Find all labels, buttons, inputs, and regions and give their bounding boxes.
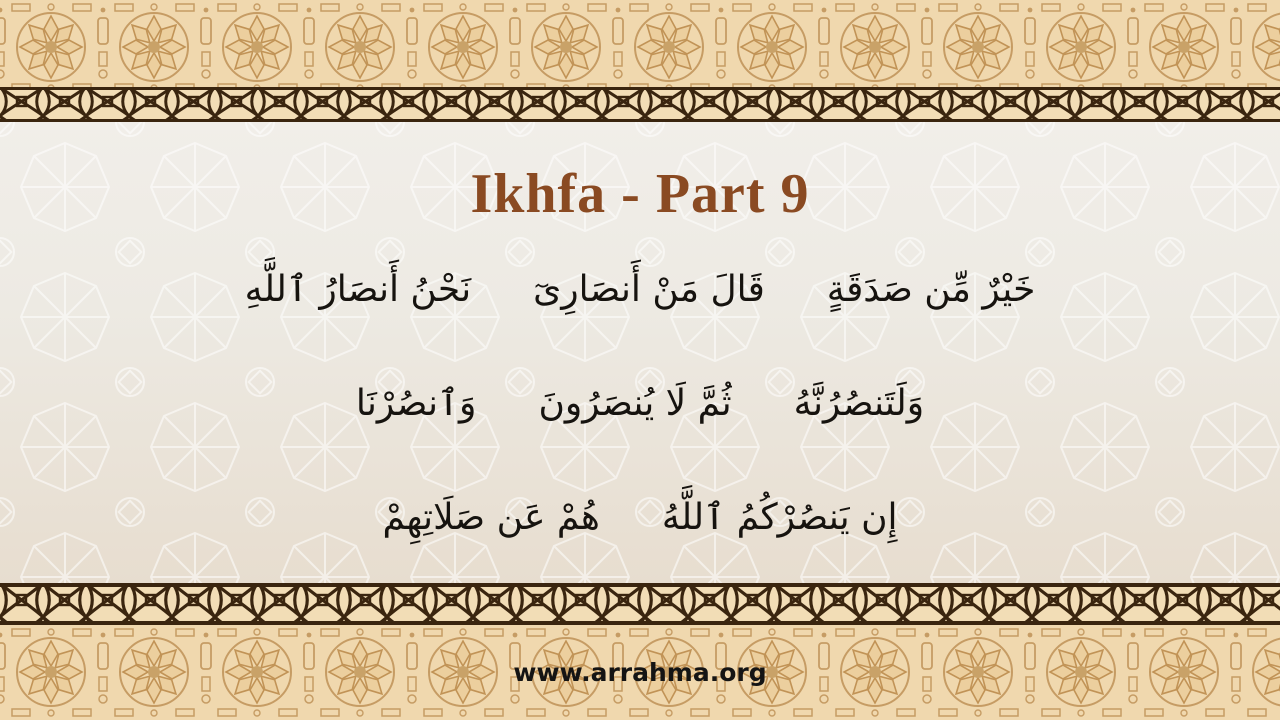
arabic-phrase: خَيْرٌ مِّن صَدَقَةٍ — [826, 269, 1036, 310]
arabic-phrase: قَالَ مَنْ أَنصَارِىٓ — [533, 269, 765, 310]
top-ornament-border — [0, 0, 1280, 87]
knot-divider-top — [0, 87, 1280, 122]
website-url: www.arrahma.org — [513, 658, 767, 687]
knot-divider-bottom — [0, 583, 1280, 625]
footer — [0, 658, 1280, 687]
arabic-phrase: هُمْ عَن صَلَاتِهِمْ — [382, 497, 600, 538]
arabic-row-2 — [0, 354, 1280, 454]
arabic-phrase: وَٱنصُرْنَا — [355, 383, 477, 424]
main-content — [0, 122, 1280, 583]
arabic-phrase: وَلَتَنصُرُنَّهُ — [793, 383, 925, 424]
arabic-row-1 — [0, 240, 1280, 340]
arabic-row-3 — [0, 468, 1280, 568]
arabic-phrase: إِن يَنصُرْكُمُ ٱللَّهُ — [661, 497, 898, 538]
arabic-phrase: نَحْنُ أَنصَارُ ٱللَّهِ — [244, 269, 472, 310]
arabic-phrase: ثُمَّ لَا يُنصَرُونَ — [538, 383, 732, 424]
page-title: Ikhfa - Part 9 — [470, 163, 810, 225]
